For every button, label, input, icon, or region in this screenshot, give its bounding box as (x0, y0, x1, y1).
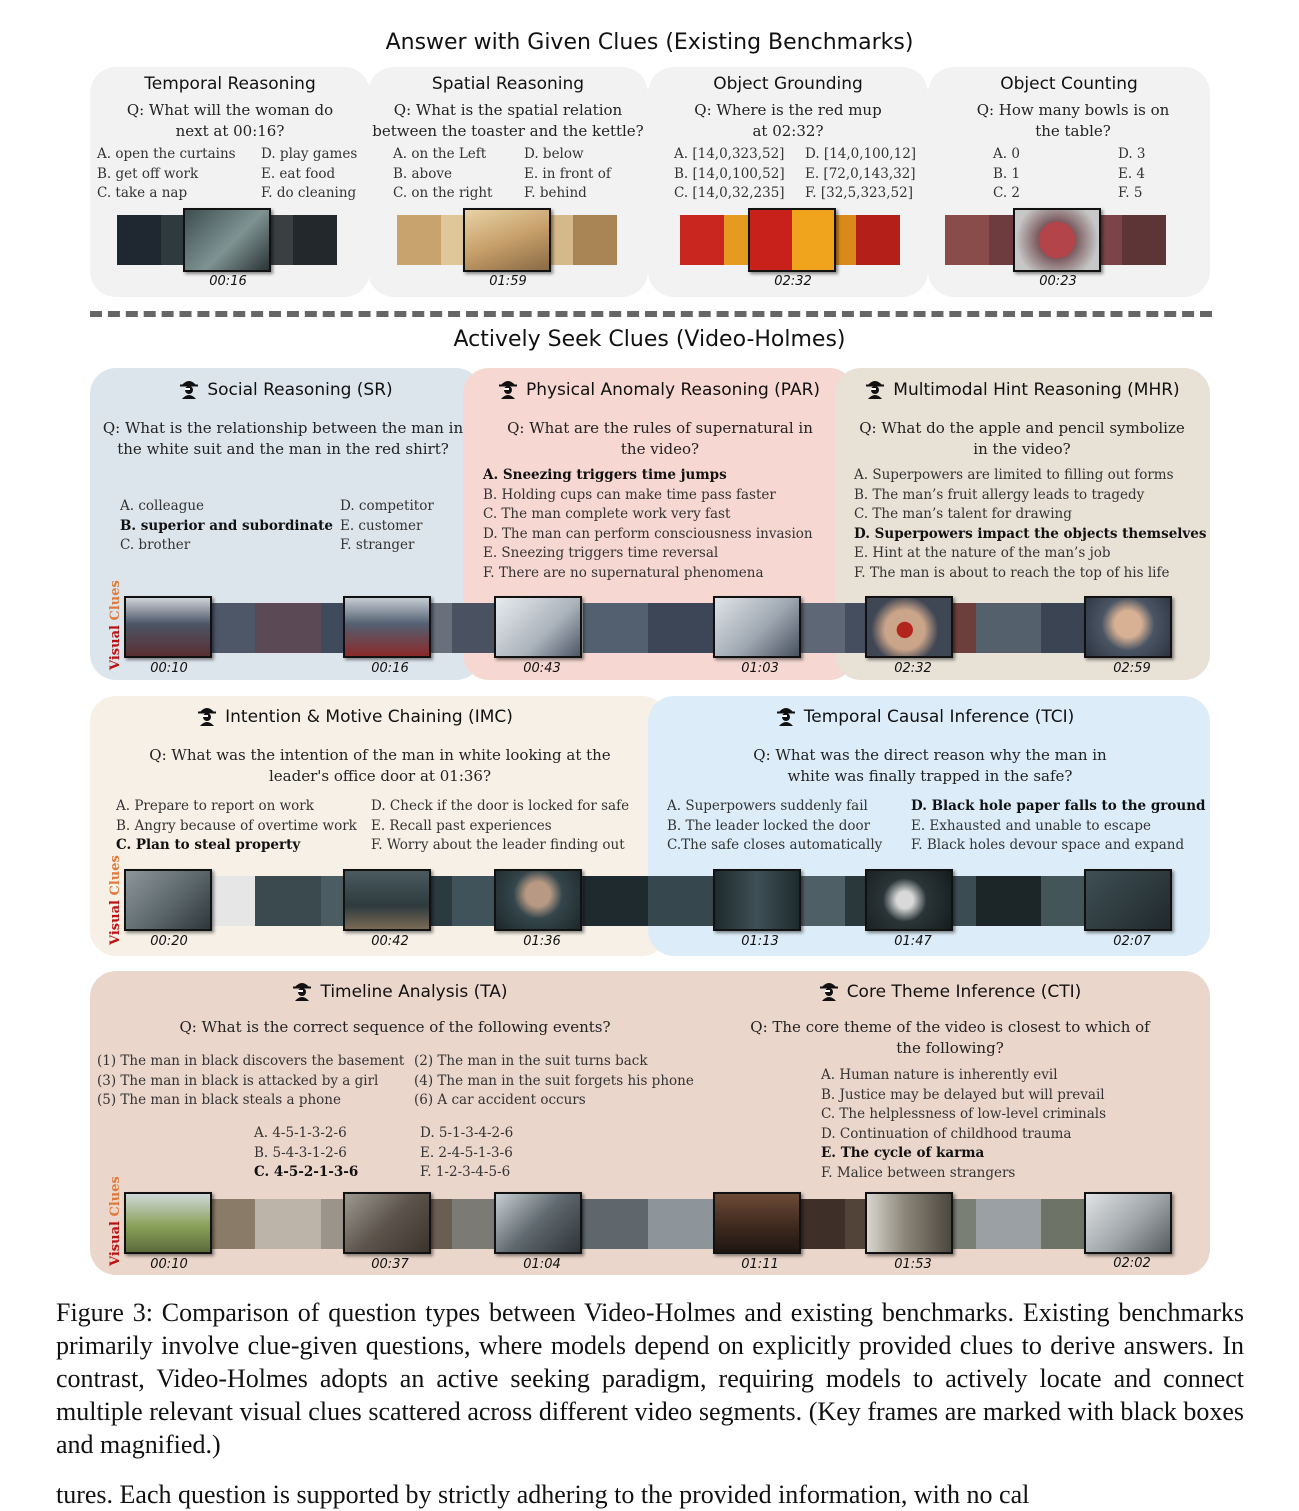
mhr-question: Q: What do the apple and pencil symbolize in the video? (859, 419, 1185, 458)
card-temporal-reasoning (90, 67, 370, 297)
ta-question: Q: What is the correct sequence of the following events? (179, 1018, 611, 1036)
detective-icon (292, 979, 312, 1001)
timestamp: 00:20 (150, 934, 188, 949)
key-frame (1084, 596, 1172, 658)
video-strip (124, 603, 1172, 653)
options-right: D. 3 E. 4 F. 5 (1118, 146, 1146, 202)
tci-question: Q: What was the direct reason why the man in white was finally trapped in the safe? (753, 746, 1107, 785)
timestamp: 00:43 (523, 661, 561, 676)
key-frame (124, 596, 212, 658)
mhr-options: A. Superpowers are limited to filling out forms B. The man’s fruit allergy leads to tragedy C. The man’s talent for drawing D. Superpowers impact the objects themselves E. Hint at the nature of the man’s job F. The man is about to reach the top of his life (854, 467, 1207, 581)
question: Q: What will the woman do next at 00:16? (126, 101, 334, 140)
key-frame (1013, 208, 1101, 272)
existing-benchmarks-header: Answer with Given Clues (Existing Benchmarks) (385, 30, 914, 55)
question: Q: How many bowls is on the table? (976, 101, 1170, 140)
timestamp: 02:07 (1113, 934, 1151, 949)
figure-caption: Figure 3: Comparison of question types between Video-Holmes and existing benchmarks. Existing benchmarks primarily involve clue-given questions, where models depend on explicitly provided clues to derive answers. In contrast, Video-Holmes adopts an active seeking paradigm, requiring models to actively locate and connect multiple relevant visual clues scattered across different video segments. (Key frames are marked with black boxes and magnified.) (56, 1298, 1244, 1459)
options-left: A. on the Left B. above C. on the right (393, 146, 493, 202)
card-object-counting (928, 67, 1210, 297)
timestamp: 01:36 (523, 934, 561, 949)
cti-title: Core Theme Inference (CTI) (700, 979, 1200, 1002)
ta-options-right: D. 5-1-3-4-2-6 E. 2-4-5-1-3-6 F. 1-2-3-4-5-6 (420, 1125, 514, 1181)
timestamp: 02:02 (1113, 1256, 1151, 1271)
sr-question: Q: What is the relationship between the man in the white suit and the man in the red shirt? (102, 419, 464, 458)
options-right: D. [14,0,100,12] E. [72,0,143,32] F. [32,5,323,52] (805, 146, 917, 202)
key-frame (865, 869, 953, 931)
key-frame (713, 596, 801, 658)
timestamp: 00:42 (371, 934, 409, 949)
options-left: A. 0 B. 1 C. 2 (993, 146, 1021, 202)
timestamp: 00:10 (150, 661, 188, 676)
imc-question: Q: What was the intention of the man in white looking at the leader's office door at 01:36? (149, 746, 611, 785)
timestamp: 01:47 (894, 934, 932, 949)
key-frame (748, 208, 836, 272)
timestamp: 00:23 (1039, 274, 1077, 289)
timestamp: 01:13 (741, 934, 779, 949)
cti-question: Q: The core theme of the video is closest to which of the following? (750, 1018, 1150, 1057)
card-title: Object Counting (1000, 74, 1138, 94)
par-title: Physical Anomaly Reasoning (PAR) (463, 377, 855, 400)
detective-icon (179, 377, 199, 399)
tci-options-left: A. Superpowers suddenly fail B. The leader locked the door C.The safe closes automatically (667, 798, 883, 854)
key-frame (865, 596, 953, 658)
ta-events-right: (2) The man in the suit turns back (4) The man in the suit forgets his phone (6) A car accident occurs (414, 1053, 694, 1109)
cut-off-body-text: tures. Each question is supported by strictly adhering to the provided information, with no cal (56, 1480, 1030, 1509)
key-frame (865, 1192, 953, 1254)
key-frame (183, 208, 271, 272)
key-frame (494, 1192, 582, 1254)
visual-clues-label: Visual Clues (108, 855, 123, 945)
key-frame (713, 869, 801, 931)
imc-title: Intention & Motive Chaining (IMC) (90, 704, 620, 727)
key-frame (343, 596, 431, 658)
par-question: Q: What are the rules of supernatural in the video? (507, 419, 813, 458)
options-left: A. open the curtains B. get off work C. take a nap (97, 146, 236, 202)
sr-options-left: A. colleague B. superior and subordinate C. brother (120, 498, 333, 554)
timestamp: 02:32 (774, 274, 812, 289)
timestamp: 02:59 (1113, 661, 1151, 676)
ta-options-left: A. 4-5-1-3-2-6 B. 5-4-3-1-2-6 C. 4-5-2-1-3-6 (254, 1125, 359, 1181)
timestamp: 01:53 (894, 1257, 932, 1272)
options-left: A. [14,0,323,52] B. [14,0,100,52] C. [14,0,32,235] (674, 146, 785, 202)
detective-icon (865, 377, 885, 399)
options-right: D. below E. in front of F. behind (524, 146, 611, 202)
question: Q: What is the spatial relation between the toaster and the kettle? (372, 101, 644, 140)
imc-options-right: D. Check if the door is locked for safe E. Recall past experiences F. Worry about the leader finding out (371, 798, 630, 854)
detective-icon (498, 377, 518, 399)
key-frame (124, 869, 212, 931)
card-object-grounding (648, 67, 928, 297)
question: Q: Where is the red mup at 02:32? (694, 101, 882, 140)
timestamp: 00:10 (150, 1257, 188, 1272)
detective-icon (776, 704, 796, 726)
timestamp: 00:37 (371, 1257, 409, 1272)
sr-title: Social Reasoning (SR) (90, 377, 482, 400)
mhr-title: Multimodal Hint Reasoning (MHR) (835, 377, 1210, 400)
key-frame (494, 596, 582, 658)
card-spatial-reasoning (368, 67, 648, 297)
options-right: D. play games E. eat food F. do cleaning (261, 146, 358, 202)
cti-options: A. Human nature is inherently evil B. Justice may be delayed but will prevail C. The helplessness of low-level criminals D. Continuation of childhood trauma E. The cycle of karma F. Malice between strangers (821, 1067, 1106, 1181)
key-frame (1084, 869, 1172, 931)
key-frame (494, 869, 582, 931)
key-frame (463, 208, 551, 272)
key-frame (343, 869, 431, 931)
sr-options-right: D. competitor E. customer F. stranger (340, 498, 434, 554)
timestamp: 01:11 (741, 1257, 779, 1272)
tci-title: Temporal Causal Inference (TCI) (660, 704, 1190, 727)
timestamp: 01:59 (489, 274, 527, 289)
card-title: Object Grounding (713, 74, 863, 94)
key-frame (1084, 1192, 1172, 1254)
card-title: Spatial Reasoning (431, 74, 585, 94)
timestamp: 01:04 (523, 1257, 561, 1272)
visual-clues-label: Visual Clues (108, 580, 123, 670)
imc-options-left: A. Prepare to report on work B. Angry because of overtime work C. Plan to steal property (116, 798, 357, 854)
section-divider (90, 311, 1212, 317)
video-strip (124, 876, 1172, 926)
video-holmes-header: Actively Seek Clues (Video-Holmes) (453, 327, 846, 352)
par-options: A. Sneezing triggers time jumps B. Holding cups can make time pass faster C. The man complete work very fast D. The man can perform consciousness invasion E. Sneezing triggers time reversal F. There are no supernatural phenomena (483, 467, 813, 581)
timestamp: 00:16 (209, 274, 247, 289)
key-frame (343, 1192, 431, 1254)
ta-events-left: (1) The man in black discovers the basement (3) The man in black is attacked by a girl (5) The man in black steals a phone (97, 1053, 405, 1109)
ta-title: Timeline Analysis (TA) (150, 979, 650, 1002)
video-strip (124, 1199, 1172, 1249)
timestamp: 00:16 (371, 661, 409, 676)
timestamp: 02:32 (894, 661, 932, 676)
detective-icon (197, 704, 217, 726)
detective-icon (819, 979, 839, 1001)
visual-clues-label: Visual Clues (108, 1176, 123, 1266)
key-frame (124, 1192, 212, 1254)
card-title: Temporal Reasoning (144, 74, 316, 94)
tci-options-right: D. Black hole paper falls to the ground E. Exhausted and unable to escape F. Black holes devour space and expand (911, 798, 1206, 854)
key-frame (713, 1192, 801, 1254)
timestamp: 01:03 (741, 661, 779, 676)
